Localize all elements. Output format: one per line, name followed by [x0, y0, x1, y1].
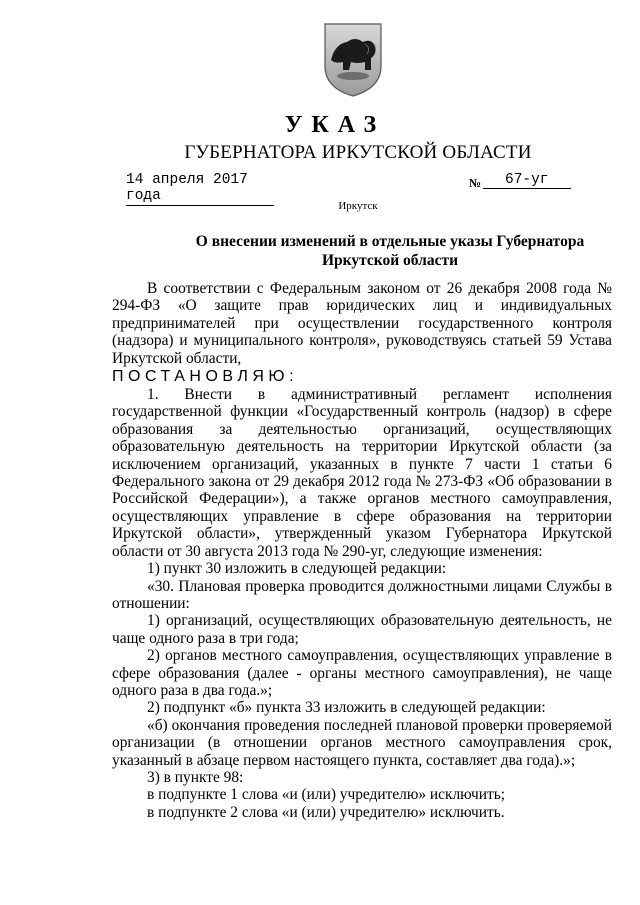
document-number: 67-уг — [483, 172, 571, 189]
heading-line-2: Иркутской области — [321, 252, 459, 269]
body-paragraph: 1) организаций, осуществляющих образовательную деятельность, не чаще одного раза в три года; — [112, 612, 612, 647]
heading-line-1: О внесении изменений в отдельные указы Губернатора — [195, 233, 585, 250]
body-paragraph: «30. Плановая проверка проводится должностными лицами Службы в отношении: — [112, 577, 612, 612]
body-paragraph: 2) подпункт «б» пункта 33 изложить в следующей редакции: — [147, 699, 546, 717]
body-paragraph: 1) пункт 30 изложить в следующей редакции: — [147, 560, 447, 578]
body-paragraph: 1. Внести в административный регламент исполнения государственной функции «Государственный контроль (надзор) в сфере образования за деятельностью организаций, осуществляющих образовательную деятельность на территории Иркутской области (за исключением организаций, указанных в пункте 7 части 1 статьи 6 Федерального закона от 29 декабря 2012 года № 273-ФЗ «Об образовании в Российской Федерации»), а также органов местного самоуправления, осуществляющих управление в сфере образования на территории Иркутской области», утвержденный указом Губернатора Иркутской области от 30 августа 2013 года № 290-уг, следующие изменения: — [112, 386, 612, 560]
body-paragraph: в подпункте 2 слова «и (или) учредителю» исключить. — [147, 803, 505, 821]
preamble-paragraph: В соответствии с Федеральным законом от 26 декабря 2008 года № 294-ФЗ «О защите прав юридических лиц и индивидуальных предпринимателей при осуществлении государственного контроля (надзора) и муниципального контроля», руководствуясь статьей 59 Устава Иркутской области, — [112, 280, 612, 367]
document-date: 14 апреля 2017 года — [126, 172, 274, 206]
body-paragraph: в подпункте 1 слова «и (или) учредителю» исключить; — [147, 786, 506, 804]
body-paragraph: «б) окончания проведения последней плановой проверки проверяемой организации (в отношении органов местного самоуправления срок, указанный в абзаце первом настоящего пункта, составляет два года).»; — [112, 716, 612, 769]
document-body — [112, 280, 612, 821]
irkutsk-coat-of-arms-icon — [321, 18, 385, 98]
document-heading — [120, 232, 600, 270]
document-type-title: УКАЗ — [284, 112, 386, 138]
resolve-word: ПОСТАНОВЛЯЮ: — [112, 368, 299, 386]
document-city: Иркутск — [338, 200, 378, 212]
body-paragraph: 3) в пункте 98: — [147, 768, 244, 786]
number-label: № — [469, 176, 482, 190]
body-paragraph: 2) органов местного самоуправления, осуществляющих управление в сфере образования (далее - органы местного самоуправления), не чаще одного раза в два года.»; — [112, 647, 612, 699]
document-issuer: ГУБЕРНАТОРА ИРКУТСКОЙ ОБЛАСТИ — [184, 142, 532, 163]
